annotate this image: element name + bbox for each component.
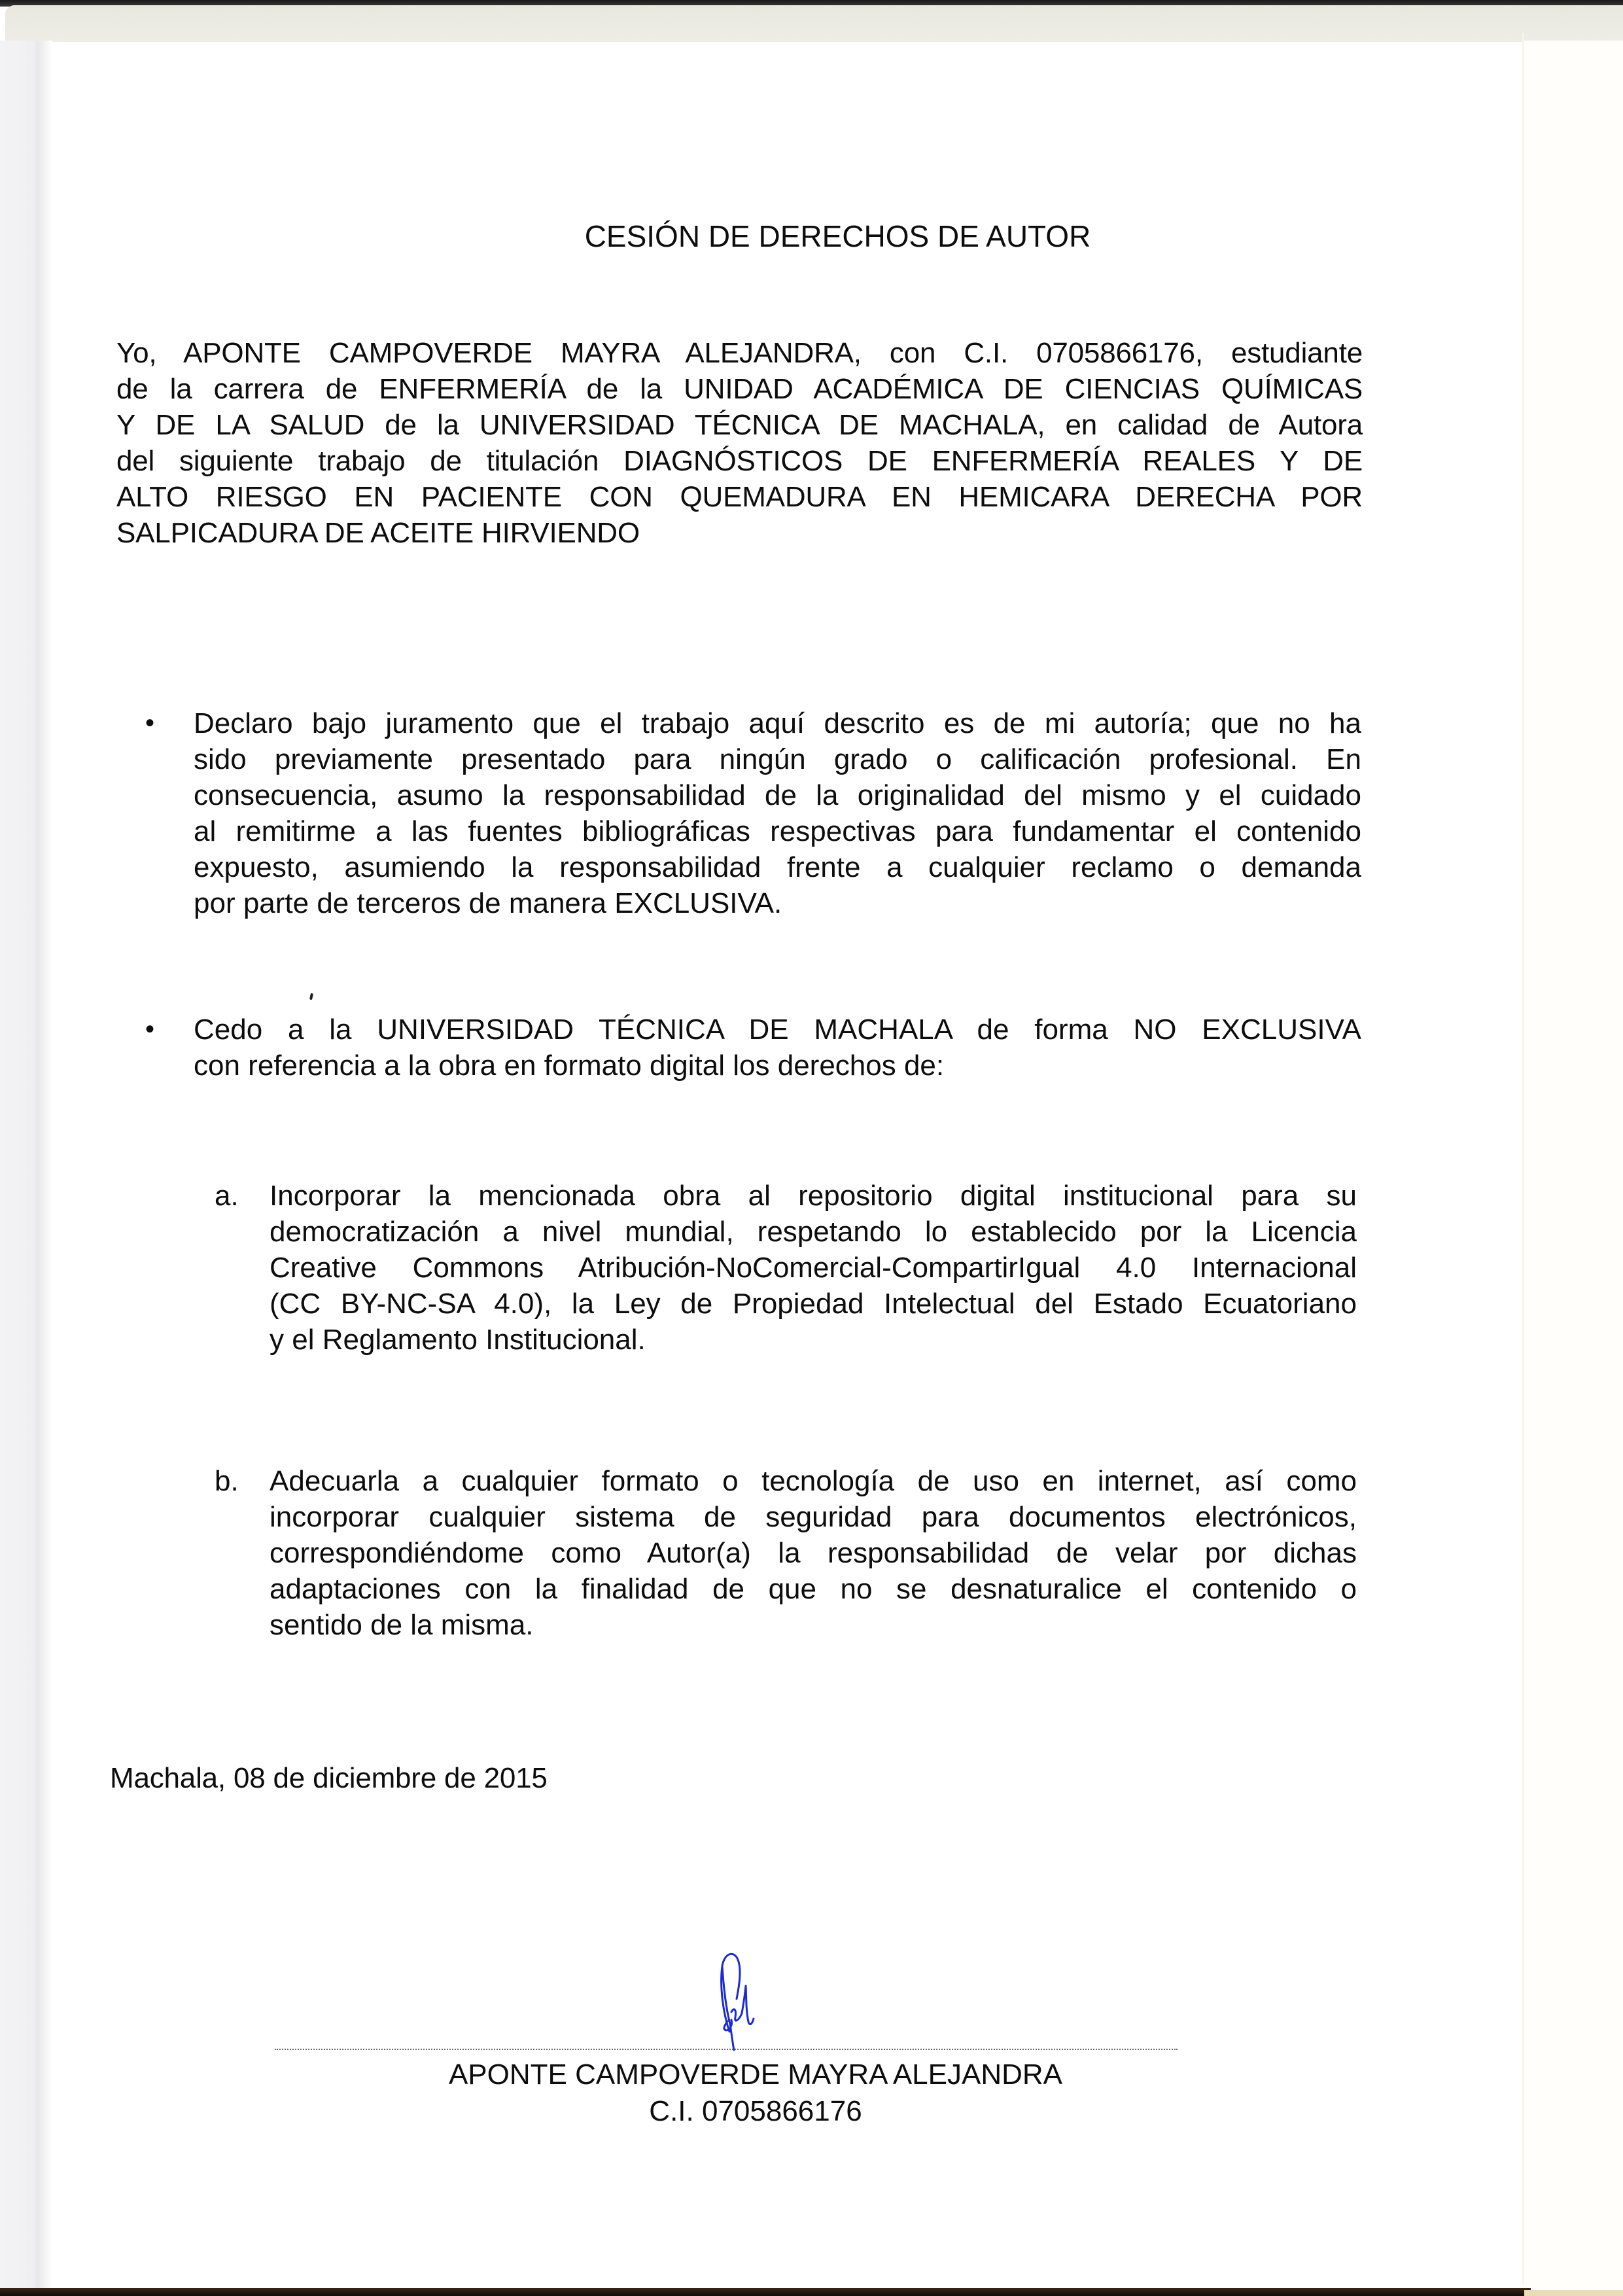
rights-grant-bullet <box>194 1012 1361 1084</box>
signature-icon <box>693 1947 785 2051</box>
sub-item-line: sentido de la misma. <box>270 1609 534 1641</box>
sub-item-b <box>270 1463 1357 1643</box>
scan-page-edge-right <box>1524 41 1623 2296</box>
scan-edge-bottom-right <box>1524 2290 1623 2296</box>
signature-line <box>275 2049 1178 2050</box>
bullet-line: Declaro bajo juramento que el trabajo aquí descrito es de mi autoría; que no ha <box>194 707 1361 739</box>
sub-item-line: democratización a nivel mundial, respetando lo establecido por la Licencia <box>270 1216 1357 1248</box>
intro-line: Y DE LA SALUD de la UNIVERSIDAD TÉCNICA DE MACHALA, en calidad de Autora <box>116 409 1363 441</box>
sub-item-line: incorporar cualquier sistema de seguridad para documentos electrónicos, <box>270 1501 1357 1533</box>
sub-item-line: y el Reglamento Institucional. <box>270 1324 646 1356</box>
bullet-line: expuesto, asumiendo la responsabilidad frente a cualquier reclamo o demanda <box>194 851 1361 883</box>
sub-item-line: Incorporar la mencionada obra al repositorio digital institucional para su <box>270 1180 1357 1212</box>
scan-speck <box>309 993 313 1000</box>
bullet-line: sido previamente presentado para ningún grado o calificación profesional. En <box>194 743 1361 775</box>
intro-line: del siguiente trabajo de titulación DIAGNÓSTICOS DE ENFERMERÍA REALES Y DE <box>116 445 1363 477</box>
scan-fold-line <box>1522 33 1524 2284</box>
bullet-icon: • <box>145 1015 155 1044</box>
intro-line: SALPICADURA DE ACEITE HIRVIENDO <box>116 517 640 549</box>
intro-line: ALTO RIESGO EN PACIENTE CON QUEMADURA EN HEMICARA DERECHA POR <box>116 481 1363 513</box>
bullet-line: por parte de terceros de manera EXCLUSIVA. <box>194 887 782 919</box>
handwritten-signature <box>693 1947 785 2051</box>
list-marker-b: b. <box>215 1465 239 1497</box>
signer-name: APONTE CAMPOVERDE MAYRA ALEJANDRA <box>448 2058 1063 2091</box>
declaration-bullet <box>194 705 1361 921</box>
intro-line: Yo, APONTE CAMPOVERDE MAYRA ALEJANDRA, con C.I. 0705866176, estudiante <box>116 337 1363 369</box>
bullet-line: consecuencia, asumo la responsabilidad de la originalidad del mismo y el cuidado <box>194 779 1361 811</box>
intro-paragraph <box>116 335 1363 551</box>
bullet-line: Cedo a la UNIVERSIDAD TÉCNICA DE MACHALA de forma NO EXCLUSIVA <box>194 1014 1361 1046</box>
list-marker-a: a. <box>215 1180 239 1212</box>
document-title: CESIÓN DE DERECHOS DE AUTOR <box>584 219 1091 253</box>
sub-item-a <box>270 1178 1357 1358</box>
intro-line: de la carrera de ENFERMERÍA de la UNIDAD ACADÉMICA DE CIENCIAS QUÍMICAS <box>116 373 1363 405</box>
sub-item-line: Creative Commons Atribución-NoComercial-CompartirIgual 4.0 Internacional <box>270 1252 1357 1284</box>
bullet-line: con referencia a la obra en formato digital los derechos de: <box>194 1050 945 1082</box>
sub-item-line: (CC BY-NC-SA 4.0), la Ley de Propiedad Intelectual del Estado Ecuatoriano <box>270 1288 1357 1320</box>
sub-item-line: adaptaciones con la finalidad de que no se desnaturalice el contenido o <box>270 1573 1357 1605</box>
date-line: Machala, 08 de diciembre de 2015 <box>110 1762 548 1794</box>
bullet-icon: • <box>145 709 155 737</box>
signer-id: C.I. 0705866176 <box>649 2095 862 2127</box>
scan-binding-shadow <box>0 41 52 2296</box>
scan-edge-bottom <box>0 2288 1531 2296</box>
sub-item-line: Adecuarla a cualquier formato o tecnología de uso en internet, así como <box>270 1465 1357 1497</box>
sub-item-line: correspondiéndome como Autor(a) la responsabilidad de velar por dichas <box>270 1537 1357 1569</box>
scan-page-edge-top <box>5 5 1623 42</box>
bullet-line: al remitirme a las fuentes bibliográficas respectivas para fundamentar el contenido <box>194 815 1361 847</box>
